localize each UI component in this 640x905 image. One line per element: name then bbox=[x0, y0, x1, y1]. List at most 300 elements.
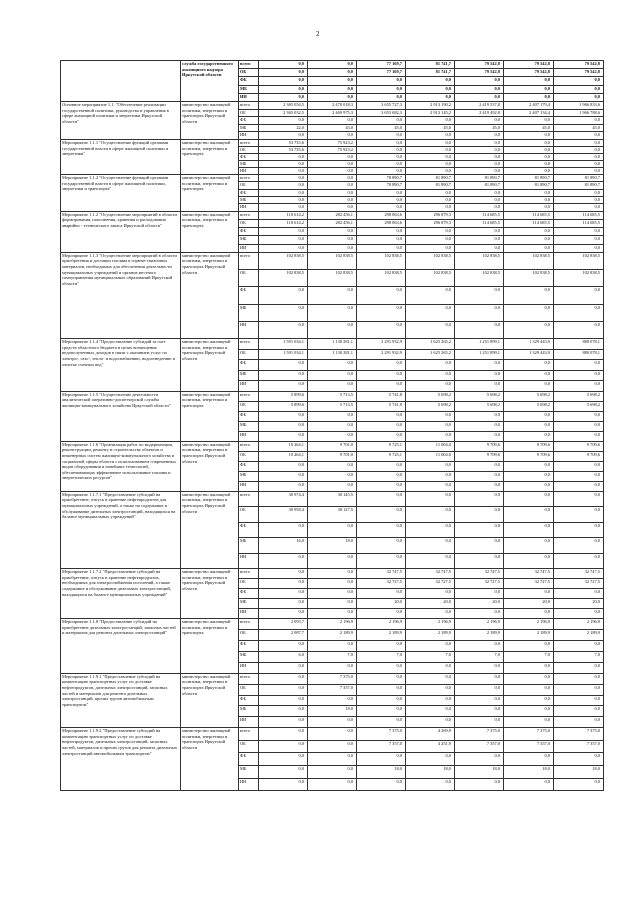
source-label-cell: ОБ bbox=[239, 507, 259, 523]
value-cell: 2 470 018,3 bbox=[308, 101, 357, 109]
value-cell: 0,0 bbox=[357, 153, 406, 160]
value-cell: 0,0 bbox=[554, 189, 604, 196]
value-cell: 0,0 bbox=[406, 77, 455, 85]
table-row bbox=[61, 441, 604, 451]
executor-cell: министерство жилищной политики, энергетики и транспорта bbox=[181, 619, 239, 673]
source-label-cell: всего bbox=[239, 61, 259, 69]
value-cell: 7 375,0 bbox=[504, 728, 554, 741]
value-cell: 0,0 bbox=[308, 204, 357, 211]
value-cell: 0,0 bbox=[554, 481, 604, 491]
source-label-cell: ФБ bbox=[239, 189, 259, 196]
value-cell: 0,0 bbox=[357, 431, 406, 441]
value-cell: 0,0 bbox=[455, 139, 504, 146]
value-cell: 0,0 bbox=[455, 684, 504, 695]
value-cell: 0,0 bbox=[455, 695, 504, 706]
value-cell: 81 741,7 bbox=[406, 69, 455, 77]
value-cell: 0,0 bbox=[259, 189, 308, 196]
activity-cell: Мероприятие 1.1.2 "Осуществление функций органами государственной власти в сфере жилищной политики, энергетики и транспорта" bbox=[61, 174, 181, 211]
value-cell: 114 685,5 bbox=[455, 220, 504, 228]
value-cell: 0,0 bbox=[554, 753, 604, 766]
value-cell: 0,0 bbox=[308, 695, 357, 706]
value-cell: 0,0 bbox=[554, 139, 604, 146]
value-cell: 0,0 bbox=[406, 93, 455, 101]
value-cell: 0,0 bbox=[308, 753, 357, 766]
value-cell: 5 698,2 bbox=[504, 391, 554, 401]
value-cell: 1 251 899,1 bbox=[455, 339, 504, 350]
value-cell: 32 727,5 bbox=[504, 579, 554, 589]
value-cell: 0,0 bbox=[357, 304, 406, 321]
value-cell: 0,0 bbox=[554, 641, 604, 652]
page-number: 2 bbox=[316, 30, 320, 38]
value-cell: 0,0 bbox=[406, 197, 455, 204]
value-cell: 0,0 bbox=[504, 461, 554, 471]
value-cell: 7,0 bbox=[406, 651, 455, 662]
source-label-cell: ИИ bbox=[239, 431, 259, 441]
value-cell: 79 542,8 bbox=[504, 69, 554, 77]
value-cell: 0,0 bbox=[308, 360, 357, 371]
value-cell: 298 063,6 bbox=[357, 220, 406, 228]
value-cell: 18,0 bbox=[504, 765, 554, 778]
value-cell: 102 838,5 bbox=[554, 252, 604, 269]
executor-cell: министерство жилищной политики, энергетики и транспорта Иркутской области bbox=[181, 673, 239, 727]
value-cell: 0,0 bbox=[259, 706, 308, 717]
value-cell: 79 542,8 bbox=[554, 69, 604, 77]
value-cell: 0,0 bbox=[308, 589, 357, 599]
value-cell: 2 196,9 bbox=[406, 619, 455, 630]
value-cell: 0,0 bbox=[357, 589, 406, 599]
value-cell: 0,0 bbox=[357, 160, 406, 167]
value-cell: 0,0 bbox=[554, 321, 604, 338]
source-label-cell: ОБ bbox=[239, 684, 259, 695]
value-cell: 0,0 bbox=[455, 421, 504, 431]
value-cell: 0,0 bbox=[259, 641, 308, 652]
value-cell: 0,0 bbox=[406, 132, 455, 140]
value-cell: 0,0 bbox=[554, 287, 604, 304]
value-cell: 0,0 bbox=[455, 717, 504, 728]
value-cell: 0,0 bbox=[259, 728, 308, 741]
value-cell: 5 741,8 bbox=[357, 401, 406, 411]
value-cell: 7,0 bbox=[554, 651, 604, 662]
value-cell: 0,0 bbox=[357, 197, 406, 204]
value-cell: 0,0 bbox=[357, 370, 406, 381]
value-cell: 0,0 bbox=[259, 411, 308, 421]
value-cell: 0,0 bbox=[259, 662, 308, 673]
value-cell: 0,0 bbox=[406, 421, 455, 431]
value-cell: 0,0 bbox=[406, 662, 455, 673]
value-cell: 0,0 bbox=[406, 360, 455, 371]
value-cell: 81 890,7 bbox=[504, 174, 554, 181]
value-cell: 118 614,2 bbox=[259, 211, 308, 219]
value-cell: 0,0 bbox=[308, 662, 357, 673]
value-cell: 0,0 bbox=[259, 228, 308, 236]
value-cell: 5 899,6 bbox=[259, 401, 308, 411]
value-cell: 0,0 bbox=[504, 117, 554, 125]
value-cell: 0,0 bbox=[357, 471, 406, 481]
value-cell: 0,0 bbox=[259, 481, 308, 491]
value-cell: 0,0 bbox=[357, 421, 406, 431]
value-cell: 114 685,5 bbox=[554, 220, 604, 228]
source-label-cell: МБ bbox=[239, 538, 259, 554]
value-cell: 0,0 bbox=[406, 753, 455, 766]
value-cell: 0,0 bbox=[259, 421, 308, 431]
value-cell: 0,0 bbox=[357, 93, 406, 101]
source-label-cell: всего bbox=[239, 211, 259, 219]
source-label-cell: ИИ bbox=[239, 93, 259, 101]
value-cell: 0,0 bbox=[504, 360, 554, 371]
value-cell: 0,0 bbox=[259, 461, 308, 471]
value-cell: 7,0 bbox=[308, 651, 357, 662]
value-cell: 2 196,9 bbox=[504, 619, 554, 630]
value-cell: 0,0 bbox=[554, 684, 604, 695]
value-cell: 0,0 bbox=[357, 117, 406, 125]
executor-cell: министерство жилищной политики, энергетики и транспорта Иркутской области bbox=[181, 101, 239, 139]
value-cell: 0,0 bbox=[259, 695, 308, 706]
value-cell: 0,0 bbox=[259, 765, 308, 778]
value-cell: 1 251 899,1 bbox=[455, 349, 504, 360]
value-cell: 0,0 bbox=[504, 244, 554, 252]
value-cell: 0,0 bbox=[504, 673, 554, 684]
value-cell: 0,0 bbox=[554, 77, 604, 85]
value-cell: 0,0 bbox=[259, 609, 308, 619]
value-cell: 7,0 bbox=[357, 651, 406, 662]
value-cell: 0,0 bbox=[406, 673, 455, 684]
value-cell: 32 747,5 bbox=[504, 569, 554, 579]
value-cell: 0,0 bbox=[406, 471, 455, 481]
value-cell: 102 838,5 bbox=[455, 252, 504, 269]
value-cell: 0,0 bbox=[308, 228, 357, 236]
value-cell: 9 709,6 bbox=[504, 451, 554, 461]
source-label-cell: МБ bbox=[239, 124, 259, 132]
value-cell: 0,0 bbox=[554, 304, 604, 321]
source-label-cell: ОБ bbox=[239, 401, 259, 411]
value-cell: 0,0 bbox=[554, 471, 604, 481]
value-cell: 9 709,6 bbox=[554, 451, 604, 461]
value-cell: 0,0 bbox=[406, 411, 455, 421]
value-cell: 7 357,0 bbox=[455, 740, 504, 753]
activity-cell: Мероприятие 1.1.7.1 "Предоставление субсидий на приобретение, отпуск и хранение нефтепродуктов для муниципальных учреждений, а также на содержание и обслуживание дизельных электростанций, находящихся на балансе муниципальных учреждений" bbox=[61, 491, 181, 569]
source-label-cell: всего bbox=[239, 441, 259, 451]
value-cell: 32 727,5 bbox=[406, 579, 455, 589]
value-cell: 0,0 bbox=[259, 304, 308, 321]
value-cell: 0,0 bbox=[406, 236, 455, 244]
value-cell: 0,0 bbox=[308, 411, 357, 421]
value-cell: 0,0 bbox=[406, 321, 455, 338]
value-cell: 0,0 bbox=[357, 491, 406, 507]
source-label-cell: ИИ bbox=[239, 381, 259, 392]
value-cell: 0,0 bbox=[308, 174, 357, 181]
value-cell: 20,0 bbox=[554, 599, 604, 609]
value-cell: 16,0 bbox=[259, 538, 308, 554]
value-cell: 30 958,4 bbox=[259, 507, 308, 523]
activity-cell: Основное мероприятие 1.1. "Обеспечение реализации государственной политики, руководства и управления в сфере жилищной политики и энергетики Иркутской области" bbox=[61, 101, 181, 139]
value-cell: 78 890,7 bbox=[357, 182, 406, 189]
value-cell: 0,0 bbox=[455, 189, 504, 196]
value-cell: 5 698,2 bbox=[406, 391, 455, 401]
source-label-cell: ИИ bbox=[239, 609, 259, 619]
source-label-cell: всего bbox=[239, 139, 259, 146]
value-cell: 0,0 bbox=[259, 244, 308, 252]
value-cell: 9 725,1 bbox=[357, 441, 406, 451]
value-cell: 102 838,5 bbox=[308, 252, 357, 269]
value-cell: 30 127,5 bbox=[308, 507, 357, 523]
value-cell: 880 078,1 bbox=[554, 349, 604, 360]
value-cell: 0,0 bbox=[357, 411, 406, 421]
value-cell: 7 375,0 bbox=[455, 728, 504, 741]
executor-cell: министерство жилищной политики, энергетики и транспорта bbox=[181, 211, 239, 252]
value-cell: 0,0 bbox=[504, 421, 554, 431]
value-cell: 0,0 bbox=[455, 491, 504, 507]
value-cell: 298 063,6 bbox=[357, 211, 406, 219]
value-cell: 0,0 bbox=[406, 287, 455, 304]
value-cell: 0,0 bbox=[554, 381, 604, 392]
value-cell: 2 196,9 bbox=[357, 619, 406, 630]
value-cell: 296 879,3 bbox=[406, 220, 455, 228]
value-cell: 0,0 bbox=[504, 778, 554, 791]
value-cell: 0,0 bbox=[504, 167, 554, 174]
source-label-cell: всего bbox=[239, 339, 259, 350]
value-cell: 7,0 bbox=[455, 651, 504, 662]
source-label-cell: ФБ bbox=[239, 228, 259, 236]
value-cell: 7 357,0 bbox=[504, 740, 554, 753]
value-cell: 0,0 bbox=[554, 695, 604, 706]
source-label-cell: ФБ bbox=[239, 411, 259, 421]
value-cell: 0,0 bbox=[406, 684, 455, 695]
value-cell: 0,0 bbox=[406, 641, 455, 652]
value-cell: 0,0 bbox=[357, 381, 406, 392]
value-cell: 9 709,6 bbox=[455, 441, 504, 451]
value-cell: 0,0 bbox=[357, 778, 406, 791]
value-cell: 0,0 bbox=[357, 553, 406, 569]
value-cell: 32 747,5 bbox=[357, 569, 406, 579]
value-cell: 45,0 bbox=[504, 124, 554, 132]
value-cell: 0,0 bbox=[357, 538, 406, 554]
value-cell: 0,0 bbox=[455, 411, 504, 421]
value-cell: 0,0 bbox=[406, 189, 455, 196]
value-cell: 2 093,7 bbox=[259, 619, 308, 630]
value-cell: 114 685,5 bbox=[554, 211, 604, 219]
executor-cell: министерство жилищной политики, энергетики и транспорта Иркутской области bbox=[181, 491, 239, 569]
value-cell: 0,0 bbox=[259, 753, 308, 766]
source-label-cell: ИИ bbox=[239, 204, 259, 211]
value-cell: 0,0 bbox=[357, 641, 406, 652]
value-cell: 0,0 bbox=[554, 244, 604, 252]
value-cell: 0,0 bbox=[504, 146, 554, 153]
value-cell: 0,0 bbox=[504, 481, 554, 491]
value-cell: 282 456,1 bbox=[308, 220, 357, 228]
value-cell: 0,0 bbox=[406, 167, 455, 174]
table-row bbox=[61, 673, 604, 684]
source-label-cell: всего bbox=[239, 619, 259, 630]
value-cell: 0,0 bbox=[357, 139, 406, 146]
value-cell: 0,0 bbox=[308, 471, 357, 481]
value-cell: 0,0 bbox=[357, 228, 406, 236]
activity-cell: Мероприятие 1.1.9.1 "Предоставление субсидий на компенсацию транспортных услуг по доставке нефтепродуктов, дизельных электростанций, запасных частей и материалов для ремонта дизельных электростанций, прочих грузов автомобильным транспортом" bbox=[61, 673, 181, 727]
value-cell: 0,0 bbox=[308, 381, 357, 392]
value-cell: 102 838,5 bbox=[406, 270, 455, 287]
activity-cell: Мероприятие 1.1.9.2 "Предоставление субсидий на компенсацию транспортных услуг по доставке нефтепродуктов, дизельных электростанций, запасных частей, материалов и прочих грузов для ремонта дизельных электростанций автомобильным транспортом" bbox=[61, 728, 181, 791]
value-cell: 0,0 bbox=[504, 228, 554, 236]
value-cell: 5 698,2 bbox=[554, 391, 604, 401]
value-cell: 4 269,9 bbox=[406, 728, 455, 741]
source-label-cell: ИИ bbox=[239, 321, 259, 338]
source-label-cell: ОБ bbox=[239, 69, 259, 77]
value-cell: 0,0 bbox=[504, 236, 554, 244]
value-cell: 880 078,1 bbox=[554, 339, 604, 350]
source-label-cell: ИИ bbox=[239, 167, 259, 174]
value-cell: 2 365 054,5 bbox=[259, 101, 308, 109]
activity-cell: Мероприятие 1.1.8 "Предоставление субсидий на приобретение дизельных электростанций, запасных частей и материалов для ремонта дизельных электростанций" bbox=[61, 619, 181, 673]
activity-cell: Мероприятие 1.1.5 "Осуществление деятельности аналитической оперативно-диспетчерской службы жилищно-коммунального хозяйства Иркутской области" bbox=[61, 391, 181, 441]
value-cell: 118 614,2 bbox=[259, 220, 308, 228]
value-cell: 11 004,0 bbox=[406, 451, 455, 461]
value-cell: 0,0 bbox=[259, 553, 308, 569]
value-cell: 0,0 bbox=[406, 370, 455, 381]
value-cell: 5 698,2 bbox=[455, 391, 504, 401]
value-cell: 0,0 bbox=[554, 85, 604, 93]
value-cell: 0,0 bbox=[504, 641, 554, 652]
value-cell: 5 899,6 bbox=[259, 391, 308, 401]
table-row bbox=[61, 619, 604, 630]
source-label-cell: ИИ bbox=[239, 553, 259, 569]
value-cell: 0,0 bbox=[504, 321, 554, 338]
value-cell: 7 375,0 bbox=[554, 728, 604, 741]
value-cell: 0,0 bbox=[308, 740, 357, 753]
executor-cell: служба государственного жилищного надзора Иркутской области bbox=[181, 61, 239, 102]
value-cell: 0,0 bbox=[308, 522, 357, 538]
value-cell: 0,0 bbox=[504, 204, 554, 211]
value-cell: 0,0 bbox=[455, 117, 504, 125]
value-cell: 0,0 bbox=[357, 85, 406, 93]
value-cell: 3 655 727,3 bbox=[357, 101, 406, 109]
value-cell: 0,0 bbox=[357, 189, 406, 196]
value-cell: 0,0 bbox=[504, 370, 554, 381]
value-cell: 6,0 bbox=[259, 651, 308, 662]
value-cell: 0,0 bbox=[554, 146, 604, 153]
value-cell: 2 189,9 bbox=[455, 630, 504, 641]
value-cell: 0,0 bbox=[554, 153, 604, 160]
value-cell: 0,0 bbox=[554, 522, 604, 538]
activity-cell: Мероприятие 1.1.3 "Осуществление мероприятий в области приобретения и доставки топлива в горюче-смазочных материалов, необходимых для обеспечения деятельности муниципальных учреждений и органов местного самоуправления муниципальных образований Иркутской области" bbox=[61, 252, 181, 338]
value-cell: 0,0 bbox=[455, 153, 504, 160]
value-cell: 0,0 bbox=[308, 197, 357, 204]
value-cell: 1 966 833,6 bbox=[554, 101, 604, 109]
value-cell: 0,0 bbox=[308, 717, 357, 728]
value-cell: 0,0 bbox=[259, 370, 308, 381]
value-cell: 45,0 bbox=[554, 124, 604, 132]
value-cell: 0,0 bbox=[308, 321, 357, 338]
value-cell: 32 727,5 bbox=[554, 579, 604, 589]
value-cell: 0,0 bbox=[504, 139, 554, 146]
source-label-cell: ОБ bbox=[239, 451, 259, 461]
value-cell: 1 625 265,2 bbox=[406, 339, 455, 350]
value-cell: 0,0 bbox=[554, 778, 604, 791]
value-cell: 0,0 bbox=[554, 673, 604, 684]
value-cell: 32 727,5 bbox=[357, 579, 406, 589]
source-label-cell: всего bbox=[239, 252, 259, 269]
value-cell: 0,0 bbox=[308, 431, 357, 441]
value-cell: 53 735,6 bbox=[259, 139, 308, 146]
value-cell: 0,0 bbox=[308, 236, 357, 244]
value-cell: 0,0 bbox=[259, 717, 308, 728]
value-cell: 0,0 bbox=[504, 160, 554, 167]
value-cell: 0,0 bbox=[504, 522, 554, 538]
value-cell: 0,0 bbox=[259, 61, 308, 69]
value-cell: 102 838,5 bbox=[259, 252, 308, 269]
value-cell: 0,0 bbox=[554, 706, 604, 717]
value-cell: 0,0 bbox=[308, 160, 357, 167]
source-label-cell: ОБ bbox=[239, 349, 259, 360]
value-cell: 114 685,5 bbox=[504, 220, 554, 228]
executor-cell: министерство жилищной политики, энергетики и транспорта Иркутской области bbox=[181, 569, 239, 619]
value-cell: 0,0 bbox=[406, 717, 455, 728]
source-label-cell: всего bbox=[239, 728, 259, 741]
value-cell: 296 879,3 bbox=[406, 211, 455, 219]
value-cell: 53 735,6 bbox=[259, 146, 308, 153]
source-label-cell: ФБ bbox=[239, 522, 259, 538]
value-cell: 0,0 bbox=[455, 160, 504, 167]
value-cell: 0,0 bbox=[406, 146, 455, 153]
value-cell: 0,0 bbox=[455, 753, 504, 766]
source-label-cell: ИИ bbox=[239, 778, 259, 791]
value-cell: 0,0 bbox=[308, 778, 357, 791]
value-cell: 0,0 bbox=[259, 160, 308, 167]
value-cell: 0,0 bbox=[455, 461, 504, 471]
value-cell: 2 196,9 bbox=[308, 619, 357, 630]
value-cell: 0,0 bbox=[308, 153, 357, 160]
value-cell: 5 713,5 bbox=[308, 391, 357, 401]
value-cell: 282 456,1 bbox=[308, 211, 357, 219]
value-cell: 0,0 bbox=[504, 411, 554, 421]
value-cell: 7 375,0 bbox=[308, 673, 357, 684]
value-cell: 0,0 bbox=[259, 117, 308, 125]
value-cell: 79 542,8 bbox=[504, 61, 554, 69]
value-cell: 0,0 bbox=[406, 304, 455, 321]
value-cell: 0,0 bbox=[357, 167, 406, 174]
value-cell: 0,0 bbox=[455, 321, 504, 338]
value-cell: 0,0 bbox=[504, 189, 554, 196]
value-cell: 0,0 bbox=[554, 236, 604, 244]
executor-cell: министерство жилищной политики, энергетики и транспорта bbox=[181, 139, 239, 174]
source-label-cell: МБ bbox=[239, 599, 259, 609]
value-cell: 1 130 281,1 bbox=[308, 349, 357, 360]
value-cell: 81 890,7 bbox=[554, 182, 604, 189]
value-cell: 102 838,5 bbox=[406, 252, 455, 269]
value-cell: 9 725,1 bbox=[357, 451, 406, 461]
value-cell: 0,0 bbox=[504, 471, 554, 481]
value-cell: 0,0 bbox=[357, 244, 406, 252]
value-cell: 0,0 bbox=[406, 522, 455, 538]
value-cell: 30 974,4 bbox=[259, 491, 308, 507]
value-cell: 0,0 bbox=[406, 491, 455, 507]
value-cell: 0,0 bbox=[259, 85, 308, 93]
value-cell: 0,0 bbox=[259, 287, 308, 304]
source-label-cell: ФБ bbox=[239, 360, 259, 371]
executor-cell: министерство жилищной политики, энергетики и транспорта Иркутской области bbox=[181, 728, 239, 791]
source-label-cell: МБ bbox=[239, 421, 259, 431]
value-cell: 0,0 bbox=[406, 160, 455, 167]
value-cell: 0,0 bbox=[357, 673, 406, 684]
value-cell: 5 741,8 bbox=[357, 391, 406, 401]
value-cell: 2 189,9 bbox=[504, 630, 554, 641]
value-cell: 0,0 bbox=[455, 93, 504, 101]
value-cell: 0,0 bbox=[554, 717, 604, 728]
table-row bbox=[61, 569, 604, 579]
value-cell: 102 838,5 bbox=[504, 270, 554, 287]
source-label-cell: всего bbox=[239, 391, 259, 401]
value-cell: 18,0 bbox=[357, 765, 406, 778]
value-cell: 0,0 bbox=[455, 132, 504, 140]
value-cell: 0,0 bbox=[554, 160, 604, 167]
